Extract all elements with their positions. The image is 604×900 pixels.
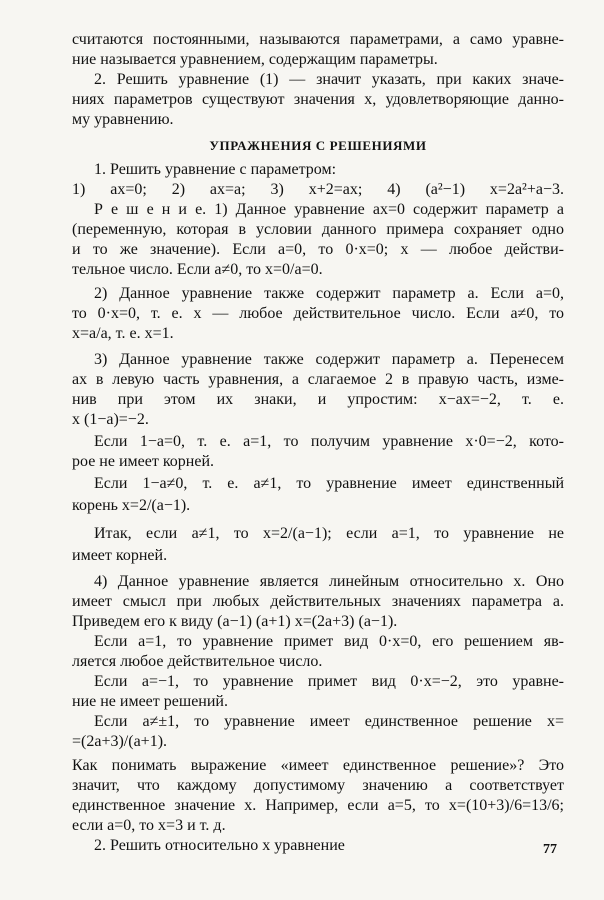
text-line: корень x=2/(a−1). — [72, 497, 191, 514]
text-line: Итак, если a≠1, то x=2/(a−1); если a=1, то уравнение не — [94, 525, 564, 542]
text-line: x=a/a, т. е. x=1. — [72, 325, 174, 342]
text-line: и то же значение). Если a=0, то 0·x=0; x — любое действи- — [72, 241, 564, 258]
text-line: 1. Решить уравнение с параметром: — [94, 161, 337, 178]
text-line: Если a=−1, то уравнение примет вид 0·x=−2, это уравне- — [94, 673, 564, 690]
text-line: рое не имеет корней. — [72, 453, 215, 470]
text-line: единственное значение x. Например, если a=5, то x=(10+3)/6=13/6; — [72, 797, 564, 814]
text-line: значит, что каждому допустимому значению a соответствует — [72, 777, 564, 794]
text-line: ниях параметров существуют значения x, удовлетворяющие данно- — [72, 91, 564, 108]
text-line: му уравнению. — [72, 111, 174, 128]
text-line: если a=0, то x=3 и т. д. — [72, 817, 226, 834]
text-line: имеет смысл при любых действительных значениях параметра a. — [72, 593, 564, 610]
text-line: =(2a+3)/(a+1). — [72, 733, 168, 750]
text-line: 2. Решить уравнение (1) — значит указать, при каких значе- — [94, 71, 564, 88]
text-line: Если a≠±1, то уравнение имеет единственное решение x= — [94, 713, 564, 730]
text-line: считаются постоянными, называются параметрами, а само уравне- — [72, 31, 564, 48]
text-line: (переменную, которая в условии данного примера сохраняет одно — [72, 221, 564, 238]
text-line: x (1−a)=−2. — [72, 411, 149, 428]
text-line: Как понимать выражение «имеет единственное решение»? Это — [72, 757, 564, 774]
text-line: Если a=1, то уравнение примет вид 0·x=0, его решением яв- — [94, 633, 564, 650]
text-line: имеет корней. — [72, 547, 168, 564]
text-line: 1) ax=0; 2) ax=a; 3) x+2=ax; 4) (a²−1) x=2a²+a−3. — [72, 181, 564, 198]
text-line: Приведем его к виду (a−1) (a+1) x=(2a+3) (a−1). — [72, 613, 398, 630]
page-number: 77 — [543, 842, 557, 857]
text-line: 2. Решить относительно x уравнение — [94, 837, 345, 854]
text-line: ляется любое действительное число. — [72, 653, 323, 670]
text-line: тельное число. Если a≠0, то x=0/a=0. — [72, 261, 323, 278]
text-line: ax в левую часть уравнения, а слагаемое 2 в правую часть, изме- — [72, 371, 564, 388]
text-line: Если 1−a=0, т. е. a=1, то получим уравнение x·0=−2, кото- — [94, 433, 564, 450]
text-line: нив при этом их знаки, и упростим: x−ax=−2, т. е. — [72, 391, 564, 408]
section-heading: УПРАЖНЕНИЯ С РЕШЕНИЯМИ — [209, 138, 427, 153]
text-line: Если 1−a≠0, т. е. a≠1, то уравнение имеет единственный — [94, 475, 564, 492]
text-line: Р е ш е н и е. 1) Данное уравнение ax=0 содержит параметр a — [94, 201, 564, 218]
text-line: то 0·x=0, т. е. x — любое действительное число. Если a≠0, то — [72, 305, 564, 322]
text-line: ние называется уравнением, содержащим параметры. — [72, 51, 438, 68]
text-line: 4) Данное уравнение является линейным относительно x. Оно — [94, 573, 564, 590]
text-line: 2) Данное уравнение также содержит параметр a. Если a=0, — [94, 285, 564, 302]
text-line: ние не имеет решений. — [72, 693, 228, 710]
text-line: 3) Данное уравнение также содержит параметр a. Перенесем — [94, 351, 564, 368]
